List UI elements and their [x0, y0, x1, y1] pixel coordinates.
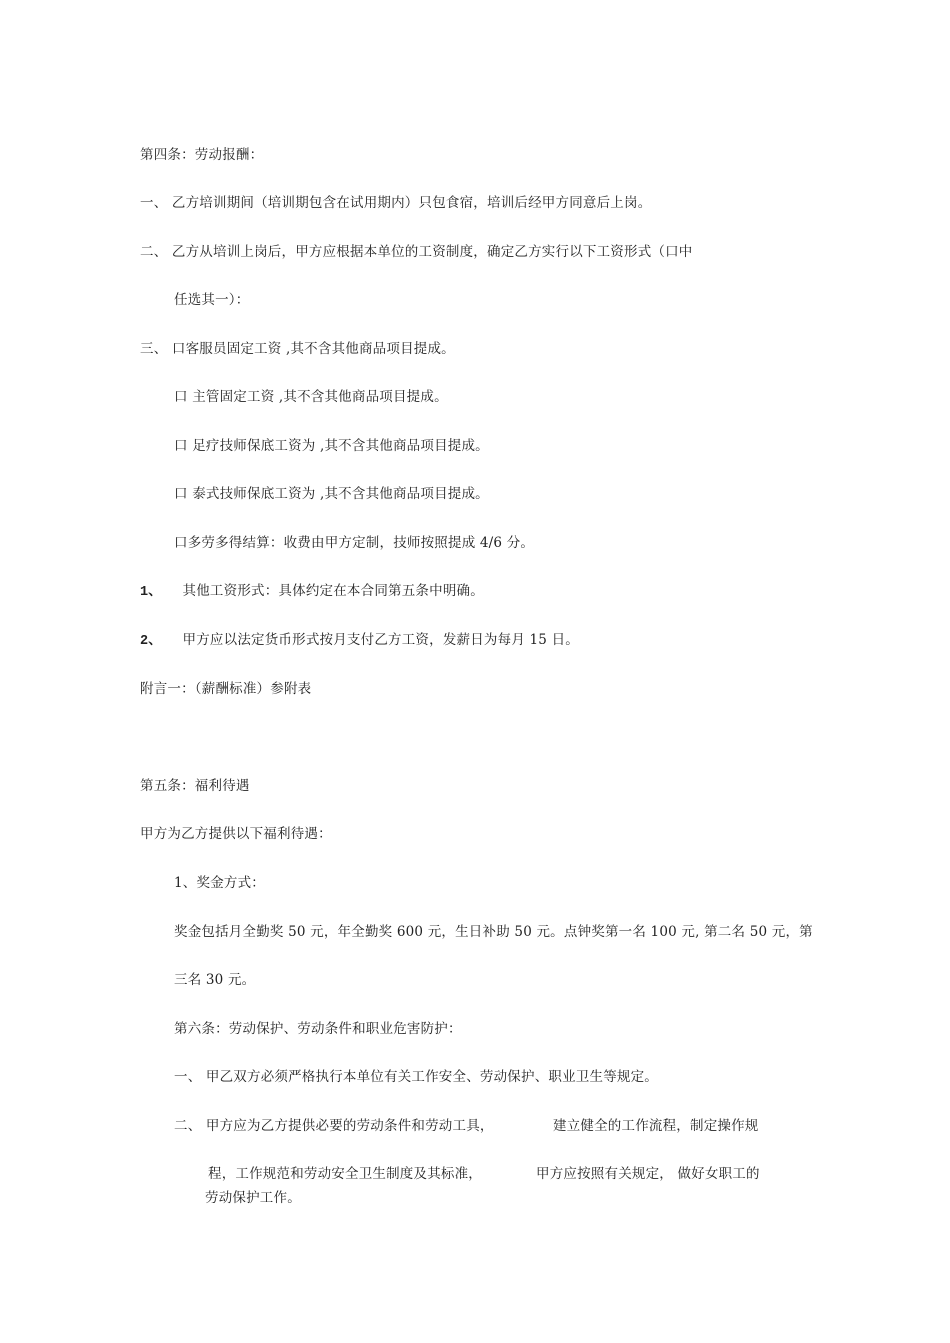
article-6-item-2-part-d: 甲方应按照有关规定， 做好女职工的: [536, 1166, 760, 1182]
wage-option-commission: 口多劳多得结算：收费由甲方定制，技师按照提成 4/6 分。: [174, 535, 535, 551]
article-4-item-1: 一、 乙方培训期间（培训期包含在试用期内）只包食宿，培训后经甲方同意后上岗。: [140, 195, 652, 211]
bonus-details-continued: 三名 30 元。: [174, 972, 256, 988]
clause-number: 1、: [140, 585, 163, 600]
clause-text: 甲方应以法定货币形式按月支付乙方工资，发薪日为每月 15 日。: [182, 632, 579, 648]
wage-option-thai-therapist: 口 泰式技师保底工资为 ,其不含其他商品项目提成。: [174, 486, 489, 502]
article-6-item-2-part-c: 程，工作规范和劳动安全卫生制度及其标准，: [208, 1166, 482, 1182]
article-4-title: 第四条：劳动报酬：: [140, 147, 264, 163]
clause-number: 2、: [140, 634, 163, 649]
numbered-clause-2: [140, 631, 579, 651]
bonus-title: 1、奖金方式：: [174, 875, 265, 891]
article-6-item-2-part-e: 劳动保护工作。: [205, 1190, 301, 1206]
appendix-note: 附言一：（薪酬标准）参附表: [140, 681, 312, 697]
article-5-title: 第五条：福利待遇: [140, 778, 250, 794]
clause-text: 其他工资形式：具体约定在本合同第五条中明确。: [182, 583, 484, 599]
article-4-item-3: 三、 口客服员固定工资 ,其不含其他商品项目提成。: [140, 341, 455, 357]
article-6-item-1: 一、 甲乙双方必须严格执行本单位有关工作安全、劳动保护、职业卫生等规定。: [174, 1069, 658, 1085]
article-6-item-2-part-a: 二、 甲方应为乙方提供必要的劳动条件和劳动工具，: [174, 1118, 494, 1134]
article-4-item-2: 二、 乙方从培训上岗后，甲方应根据本单位的工资制度，确定乙方实行以下工资形式（口中: [140, 244, 693, 260]
article-5-intro: 甲方为乙方提供以下福利待遇：: [140, 826, 332, 842]
article-6-item-2-part-b: 建立健全的工作流程，制定操作规: [553, 1118, 759, 1134]
article-6-title: 第六条：劳动保护、劳动条件和职业危害防护：: [174, 1021, 462, 1037]
article-4-item-2-continued: 任选其一）：: [174, 292, 250, 308]
wage-option-supervisor: 口 主管固定工资 ,其不含其他商品项目提成。: [174, 389, 448, 405]
bonus-details: 奖金包括月全勤奖 50 元，年全勤奖 600 元，生日补助 50 元。点钟奖第一名 100 元, 第二名 50 元，第: [174, 924, 813, 940]
numbered-clause-1: [140, 582, 484, 602]
wage-option-foot-therapist: 口 足疗技师保底工资为 ,其不含其他商品项目提成。: [174, 438, 489, 454]
